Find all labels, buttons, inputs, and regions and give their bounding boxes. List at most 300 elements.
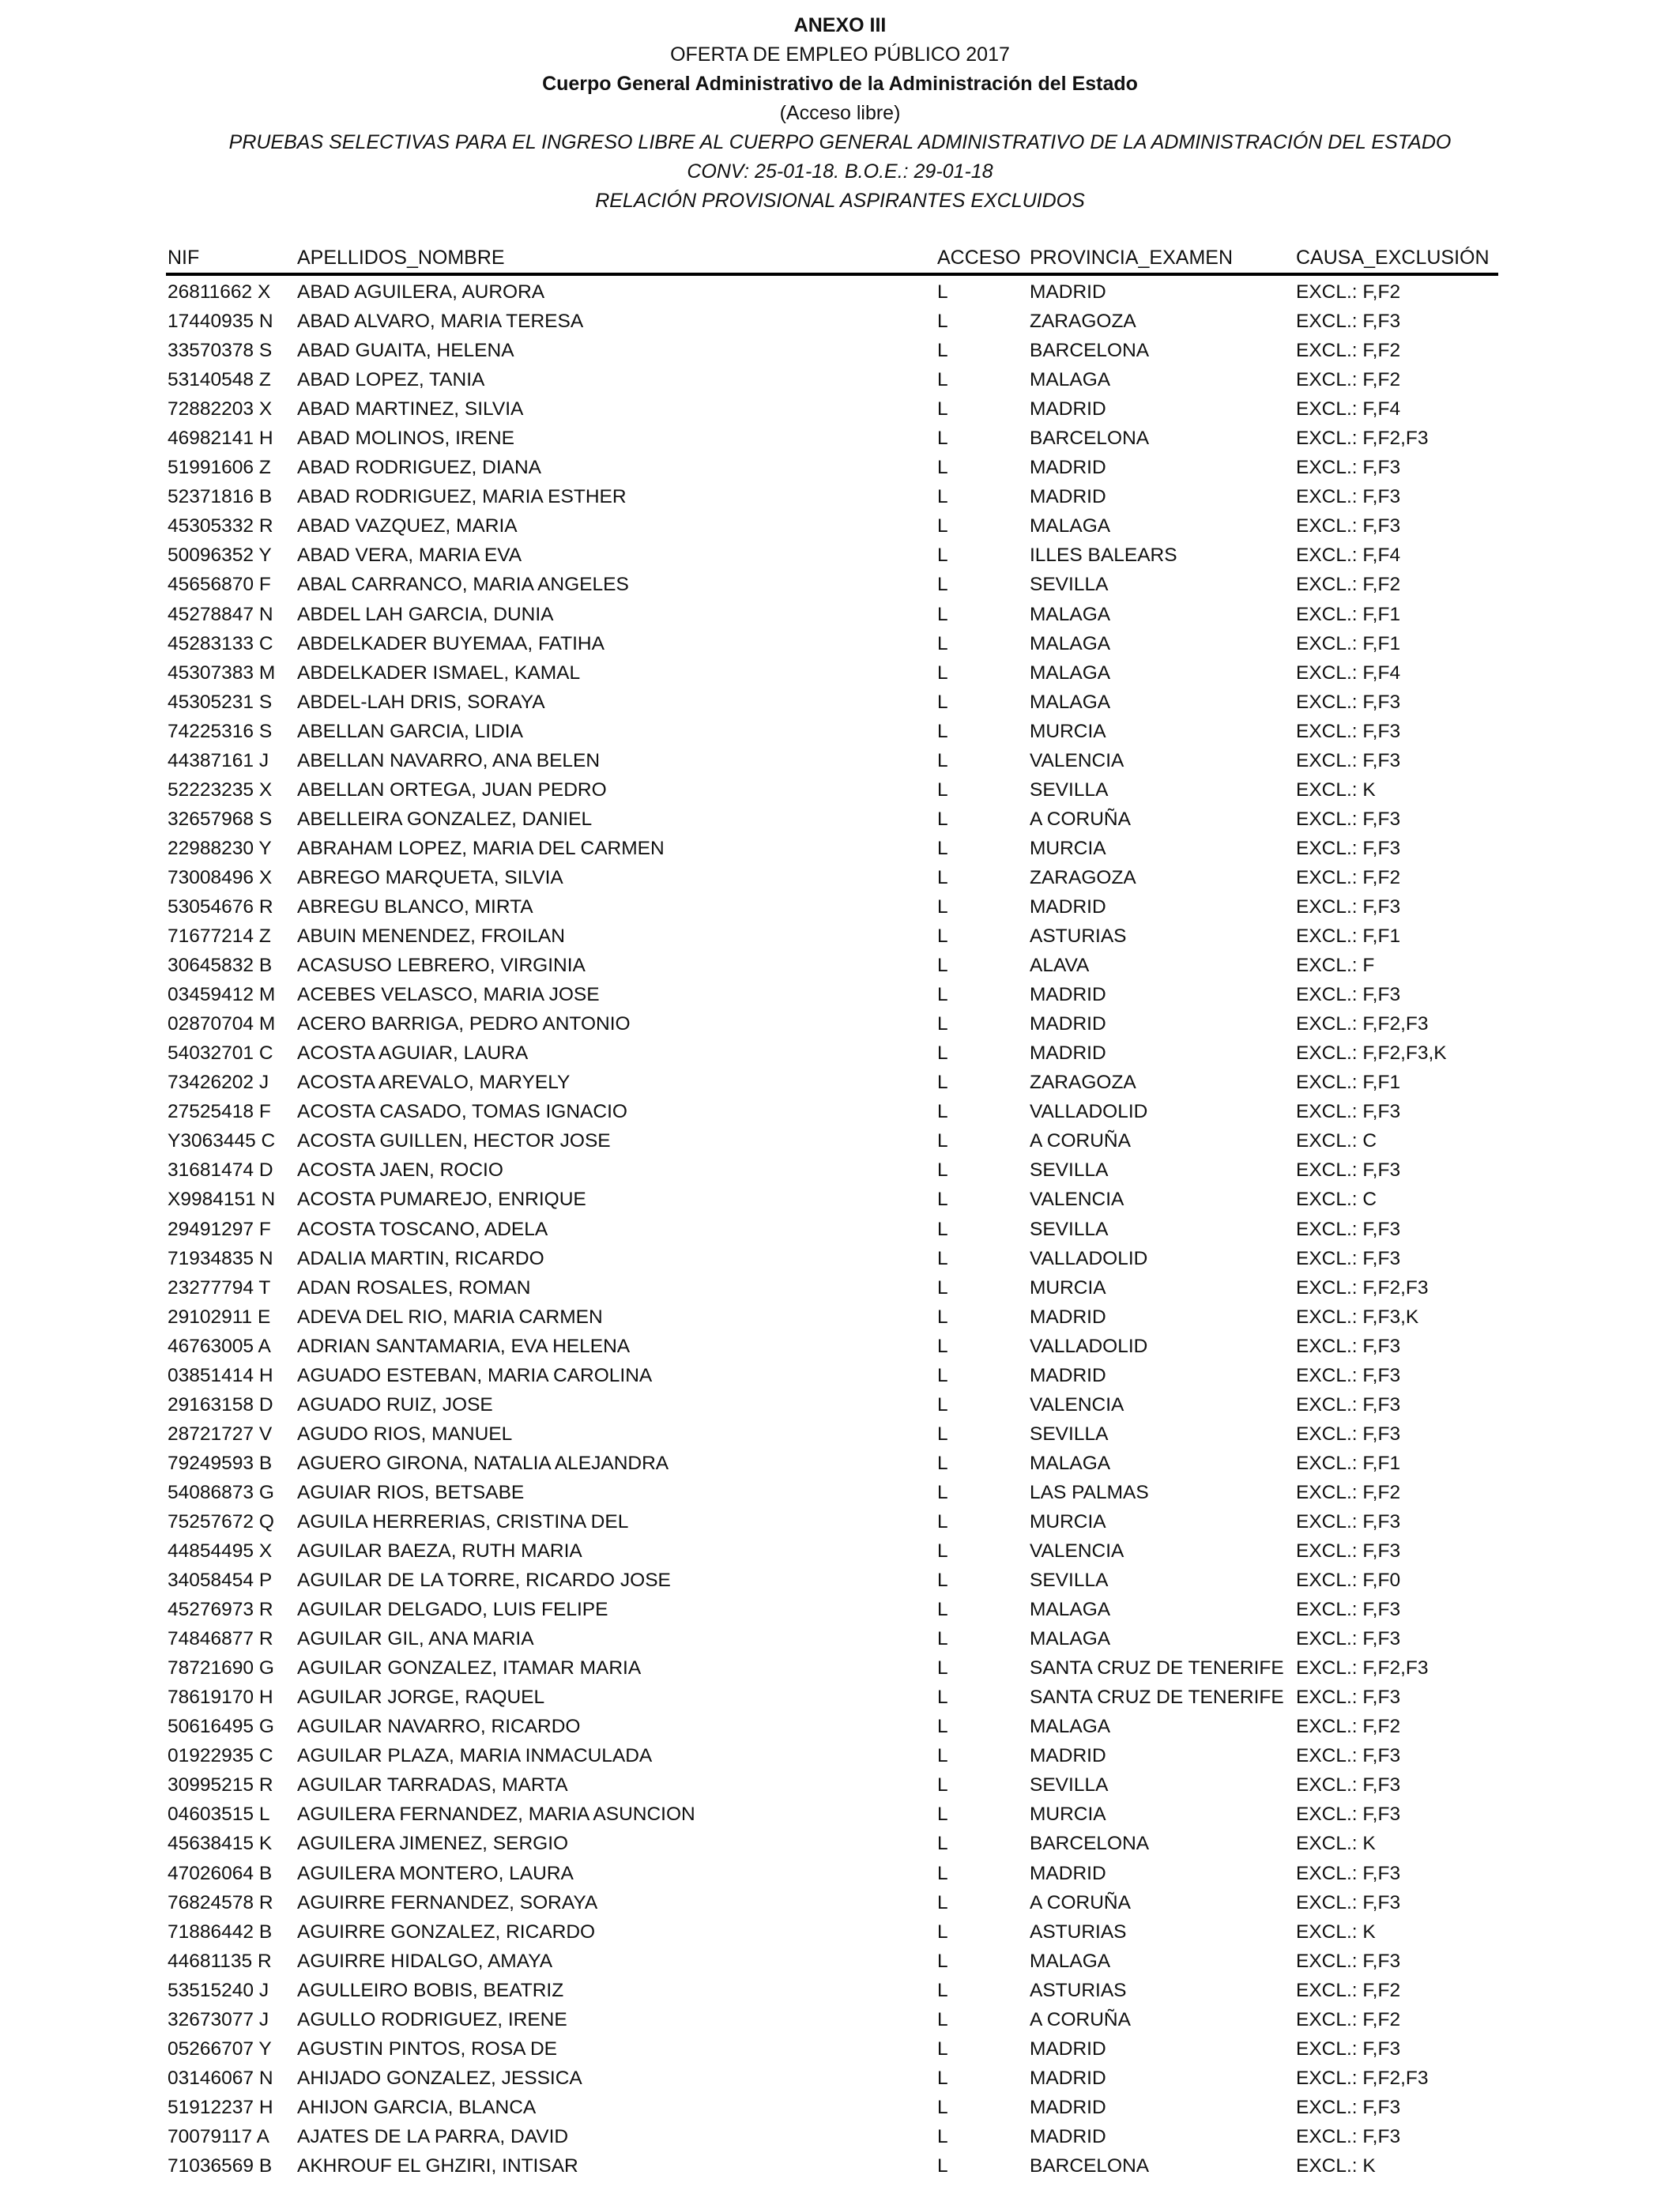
table-row <box>0 453 1680 482</box>
cell-province: MALAGA <box>1030 1599 1111 1621</box>
cell-province: SEVILLA <box>1030 1159 1109 1182</box>
cell-cause: EXCL.: F,F3 <box>1296 1423 1401 1445</box>
cell-nif: 74225316 S <box>168 720 273 742</box>
cell-nif: 54032701 C <box>168 1042 273 1065</box>
table-row <box>0 1770 1680 1800</box>
cell-cause: EXCL.: F,F2 <box>1296 866 1401 888</box>
offer-title: OFERTA DE EMPLEO PÚBLICO 2017 <box>670 43 1010 66</box>
table-row <box>0 1332 1680 1361</box>
cell-name: ACOSTA JAEN, ROCIO <box>297 1159 503 1182</box>
cell-province: MALAGA <box>1030 369 1111 391</box>
cell-name: AGUADO RUIZ, JOSE <box>297 1393 493 1416</box>
table-row <box>0 1800 1680 1829</box>
cell-access: L <box>937 749 948 771</box>
cell-nif: 28721727 V <box>168 1423 273 1445</box>
cell-name: ABELLAN ORTEGA, JUAN PEDRO <box>297 778 607 801</box>
cell-access: L <box>937 984 948 1006</box>
table-row <box>0 1624 1680 1653</box>
cell-province: MALAGA <box>1030 515 1111 537</box>
cell-name: AGUILAR BAEZA, RUTH MARIA <box>297 1540 582 1563</box>
cell-province: ASTURIAS <box>1030 1921 1127 1943</box>
corps-title: Cuerpo General Administrativo de la Administración del Estado <box>542 73 1138 95</box>
cell-name: AGUILERA MONTERO, LAURA <box>297 1862 574 1884</box>
cell-cause: EXCL.: F,F2 <box>1296 574 1401 596</box>
cell-province: MALAGA <box>1030 1716 1111 1738</box>
cell-access: L <box>937 778 948 801</box>
cell-nif: 51991606 Z <box>168 457 271 479</box>
cell-name: ADAN ROSALES, ROMAN <box>297 1276 531 1299</box>
table-row <box>0 980 1680 1009</box>
cell-cause: EXCL.: F,F3,K <box>1296 1306 1419 1328</box>
cell-nif: 45278847 N <box>168 603 273 625</box>
cell-access: L <box>937 1716 948 1738</box>
cell-access: L <box>937 1599 948 1621</box>
cell-province: MURCIA <box>1030 1510 1106 1532</box>
cell-province: MADRID <box>1030 457 1106 479</box>
cell-name: AGULLEIRO BOBIS, BEATRIZ <box>297 1979 564 2001</box>
cell-access: L <box>937 1540 948 1563</box>
header-rule <box>166 273 1498 276</box>
cell-province: SANTA CRUZ DE TENERIFE <box>1030 1657 1284 1679</box>
table-row <box>0 2034 1680 2064</box>
table-row <box>0 717 1680 746</box>
table-row <box>0 2064 1680 2093</box>
table-row <box>0 600 1680 629</box>
cell-cause: EXCL.: F,F2,F3,K <box>1296 1042 1447 1065</box>
table-row <box>0 863 1680 892</box>
cell-nif: 46982141 H <box>168 428 273 450</box>
table-row <box>0 1068 1680 1097</box>
cell-cause: EXCL.: F,F3 <box>1296 749 1401 771</box>
cell-name: AGUILERA FERNANDEZ, MARIA ASUNCION <box>297 1804 695 1826</box>
cell-access: L <box>937 486 948 508</box>
cell-access: L <box>937 1833 948 1855</box>
cell-access: L <box>937 340 948 362</box>
cell-nif: Y3063445 C <box>168 1130 276 1152</box>
cell-name: AGUIRRE FERNANDEZ, SORAYA <box>297 1891 598 1913</box>
table-row <box>0 336 1680 365</box>
table-body <box>0 277 1680 2181</box>
cell-access: L <box>937 1628 948 1650</box>
cell-name: AGUIRRE GONZALEZ, RICARDO <box>297 1921 596 1943</box>
cell-access: L <box>937 1101 948 1123</box>
cell-nif: 01922935 C <box>168 1745 273 1767</box>
cell-name: ABDELKADER BUYEMAA, FATIHA <box>297 632 605 654</box>
cell-province: ALAVA <box>1030 955 1090 977</box>
cell-cause: EXCL.: F,F2,F3 <box>1296 1276 1429 1299</box>
cell-cause: EXCL.: F,F2 <box>1296 369 1401 391</box>
cell-name: ABREGO MARQUETA, SILVIA <box>297 866 563 888</box>
cell-nif: 50096352 Y <box>168 545 272 567</box>
cell-nif: 53515240 J <box>168 1979 269 2001</box>
cell-cause: EXCL.: F,F3 <box>1296 515 1401 537</box>
cell-nif: 74846877 R <box>168 1628 273 1650</box>
cell-province: VALENCIA <box>1030 1189 1124 1211</box>
cell-name: ABAD MOLINOS, IRENE <box>297 428 515 450</box>
access-type: (Acceso libre) <box>779 102 901 124</box>
column-header-access: ACCESO <box>937 247 1021 269</box>
cell-nif: 52223235 X <box>168 778 273 801</box>
cell-cause: EXCL.: F,F3 <box>1296 1510 1401 1532</box>
cell-province: SANTA CRUZ DE TENERIFE <box>1030 1687 1284 1709</box>
cell-cause: EXCL.: F,F2,F3 <box>1296 428 1429 450</box>
cell-cause: EXCL.: F,F1 <box>1296 603 1401 625</box>
cell-province: MALAGA <box>1030 1628 1111 1650</box>
cell-name: ABAD RODRIGUEZ, MARIA ESTHER <box>297 486 627 508</box>
cell-cause: EXCL.: F,F3 <box>1296 1687 1401 1709</box>
table-row <box>0 2122 1680 2151</box>
cell-cause: EXCL.: F,F3 <box>1296 1950 1401 1972</box>
table-row <box>0 922 1680 951</box>
cell-access: L <box>937 1276 948 1299</box>
cell-province: BARCELONA <box>1030 2155 1150 2177</box>
cell-name: ABRAHAM LOPEZ, MARIA DEL CARMEN <box>297 837 665 859</box>
cell-cause: EXCL.: F,F3 <box>1296 808 1401 830</box>
convocation-line: CONV: 25-01-18. B.O.E.: 29-01-18 <box>687 160 993 183</box>
cell-access: L <box>937 1774 948 1796</box>
cell-cause: EXCL.: F,F3 <box>1296 1218 1401 1240</box>
cell-cause: EXCL.: F <box>1296 955 1375 977</box>
cell-nif: 79249593 B <box>168 1452 273 1474</box>
table-row <box>0 1947 1680 1976</box>
cell-access: L <box>937 1510 948 1532</box>
cell-nif: 78619170 H <box>168 1687 273 1709</box>
table-row <box>0 2093 1680 2122</box>
cell-cause: EXCL.: F,F3 <box>1296 984 1401 1006</box>
cell-name: ABAD AGUILERA, AURORA <box>297 281 545 303</box>
table-row <box>0 1155 1680 1185</box>
cell-cause: EXCL.: F,F2,F3 <box>1296 1657 1429 1679</box>
cell-cause: EXCL.: F,F2,F3 <box>1296 2067 1429 2089</box>
table-row <box>0 834 1680 863</box>
cell-province: A CORUÑA <box>1030 808 1131 830</box>
cell-access: L <box>937 1013 948 1035</box>
cell-name: AGUILERA JIMENEZ, SERGIO <box>297 1833 569 1855</box>
table-row <box>0 1917 1680 1947</box>
cell-cause: EXCL.: F,F1 <box>1296 1452 1401 1474</box>
cell-province: SEVILLA <box>1030 1423 1109 1445</box>
cell-name: ABAD VAZQUEZ, MARIA <box>297 515 518 537</box>
cell-name: ABELLAN GARCIA, LIDIA <box>297 720 523 742</box>
cell-access: L <box>937 925 948 948</box>
cell-nif: 23277794 T <box>168 1276 271 1299</box>
cell-province: BARCELONA <box>1030 340 1150 362</box>
cell-nif: 33570378 S <box>168 340 273 362</box>
table-row <box>0 1859 1680 1888</box>
cell-name: ABAD VERA, MARIA EVA <box>297 545 522 567</box>
cell-nif: 76824578 R <box>168 1891 273 1913</box>
cell-cause: EXCL.: F,F3 <box>1296 486 1401 508</box>
cell-cause: EXCL.: F,F3 <box>1296 2096 1401 2118</box>
cell-cause: EXCL.: F,F2 <box>1296 340 1401 362</box>
cell-nif: 03459412 M <box>168 984 276 1006</box>
cell-name: ABDEL LAH GARCIA, DUNIA <box>297 603 554 625</box>
cell-access: L <box>937 398 948 420</box>
cell-province: MADRID <box>1030 281 1106 303</box>
cell-province: BARCELONA <box>1030 1833 1150 1855</box>
table-row <box>0 1244 1680 1273</box>
cell-province: ZARAGOZA <box>1030 311 1136 333</box>
cell-access: L <box>937 2155 948 2177</box>
cell-name: AGUILAR PLAZA, MARIA INMACULADA <box>297 1745 653 1767</box>
cell-cause: EXCL.: F,F3 <box>1296 1247 1401 1269</box>
cell-name: ABAD RODRIGUEZ, DIANA <box>297 457 542 479</box>
table-row <box>0 1126 1680 1155</box>
cell-cause: EXCL.: F,F3 <box>1296 1540 1401 1563</box>
cell-name: ABAD GUAITA, HELENA <box>297 340 514 362</box>
cell-cause: EXCL.: F,F3 <box>1296 457 1401 479</box>
cell-cause: EXCL.: F,F3 <box>1296 691 1401 713</box>
cell-cause: EXCL.: K <box>1296 2155 1376 2177</box>
cell-cause: EXCL.: F,F3 <box>1296 1364 1401 1386</box>
cell-nif: 71677214 Z <box>168 925 271 948</box>
cell-access: L <box>937 2038 948 2060</box>
cell-nif: 45305332 R <box>168 515 273 537</box>
cell-name: AGUILAR GIL, ANA MARIA <box>297 1628 534 1650</box>
cell-province: MADRID <box>1030 1306 1106 1328</box>
cell-name: ACOSTA TOSCANO, ADELA <box>297 1218 548 1240</box>
cell-province: MADRID <box>1030 2125 1106 2147</box>
cell-access: L <box>937 1921 948 1943</box>
cell-access: L <box>937 1042 948 1065</box>
table-row <box>0 1507 1680 1536</box>
cell-access: L <box>937 1306 948 1328</box>
cell-cause: EXCL.: C <box>1296 1189 1377 1211</box>
table-row <box>0 1009 1680 1039</box>
document-header <box>0 11 1680 216</box>
cell-access: L <box>937 808 948 830</box>
cell-province: VALENCIA <box>1030 749 1124 771</box>
cell-cause: EXCL.: K <box>1296 1833 1376 1855</box>
table-row <box>0 775 1680 805</box>
cell-access: L <box>937 837 948 859</box>
cell-province: SEVILLA <box>1030 1774 1109 1796</box>
cell-nif: 05266707 Y <box>168 2038 272 2060</box>
cell-province: MURCIA <box>1030 837 1106 859</box>
cell-province: MADRID <box>1030 1042 1106 1065</box>
table-row <box>0 1185 1680 1214</box>
cell-name: AGUILAR TARRADAS, MARTA <box>297 1774 568 1796</box>
table-row <box>0 307 1680 336</box>
cell-access: L <box>937 1423 948 1445</box>
cell-access: L <box>937 1393 948 1416</box>
cell-nif: 29491297 F <box>168 1218 271 1240</box>
cell-access: L <box>937 866 948 888</box>
cell-province: A CORUÑA <box>1030 2008 1131 2030</box>
cell-nif: 53054676 R <box>168 895 273 918</box>
cell-name: AGUILAR GONZALEZ, ITAMAR MARIA <box>297 1657 642 1679</box>
cell-name: AGUILAR NAVARRO, RICARDO <box>297 1716 581 1738</box>
cell-name: AGUILA HERRERIAS, CRISTINA DEL <box>297 1510 629 1532</box>
cell-name: ABELLAN NAVARRO, ANA BELEN <box>297 749 601 771</box>
cell-province: MALAGA <box>1030 632 1111 654</box>
table-row <box>0 365 1680 394</box>
cell-province: SEVILLA <box>1030 778 1109 801</box>
cell-name: AGUADO ESTEBAN, MARIA CAROLINA <box>297 1364 653 1386</box>
cell-access: L <box>937 2096 948 2118</box>
cell-nif: X9984151 N <box>168 1189 276 1211</box>
cell-cause: EXCL.: F,F4 <box>1296 398 1401 420</box>
cell-province: MALAGA <box>1030 1950 1111 1972</box>
table-row <box>0 1039 1680 1068</box>
cell-province: VALLADOLID <box>1030 1335 1148 1357</box>
cell-cause: EXCL.: F,F2,F3 <box>1296 1013 1429 1035</box>
cell-cause: EXCL.: F,F1 <box>1296 1072 1401 1094</box>
cell-name: ABDEL-LAH DRIS, SORAYA <box>297 691 545 713</box>
cell-access: L <box>937 1804 948 1826</box>
table-row <box>0 1449 1680 1478</box>
table-row <box>0 482 1680 511</box>
cell-name: AGUILAR DE LA TORRE, RICARDO JOSE <box>297 1570 671 1592</box>
cell-cause: EXCL.: F,F2 <box>1296 1716 1401 1738</box>
cell-cause: EXCL.: F,F1 <box>1296 925 1401 948</box>
cell-province: ASTURIAS <box>1030 1979 1127 2001</box>
cell-province: MALAGA <box>1030 691 1111 713</box>
cell-cause: EXCL.: F,F3 <box>1296 1628 1401 1650</box>
cell-access: L <box>937 720 948 742</box>
cell-name: ACERO BARRIGA, PEDRO ANTONIO <box>297 1013 631 1035</box>
cell-nif: 45656870 F <box>168 574 271 596</box>
cell-province: VALLADOLID <box>1030 1247 1148 1269</box>
cell-name: ACASUSO LEBRERO, VIRGINIA <box>297 955 586 977</box>
cell-province: MADRID <box>1030 895 1106 918</box>
cell-province: A CORUÑA <box>1030 1891 1131 1913</box>
table-row <box>0 951 1680 980</box>
table-header <box>0 242 1680 273</box>
cell-cause: EXCL.: K <box>1296 1921 1376 1943</box>
cell-name: AGUILAR JORGE, RAQUEL <box>297 1687 545 1709</box>
cell-access: L <box>937 369 948 391</box>
table-row <box>0 1595 1680 1624</box>
cell-name: AGUDO RIOS, MANUEL <box>297 1423 513 1445</box>
column-header-nif: NIF <box>168 247 200 269</box>
cell-cause: EXCL.: F,F2 <box>1296 1481 1401 1503</box>
cell-cause: EXCL.: F,F3 <box>1296 1101 1401 1123</box>
cell-cause: EXCL.: F,F3 <box>1296 895 1401 918</box>
cell-nif: 45638415 K <box>168 1833 273 1855</box>
table-row <box>0 2005 1680 2034</box>
table-row <box>0 394 1680 424</box>
cell-access: L <box>937 662 948 684</box>
table-row <box>0 1419 1680 1449</box>
table-row <box>0 1536 1680 1566</box>
table-row <box>0 688 1680 717</box>
cell-province: SEVILLA <box>1030 1570 1109 1592</box>
cell-cause: EXCL.: F,F2 <box>1296 281 1401 303</box>
cell-cause: EXCL.: F,F3 <box>1296 1891 1401 1913</box>
cell-access: L <box>937 1891 948 1913</box>
cell-access: L <box>937 1247 948 1269</box>
table-row <box>0 2151 1680 2181</box>
cell-cause: EXCL.: C <box>1296 1130 1377 1152</box>
cell-cause: EXCL.: F,F3 <box>1296 1159 1401 1182</box>
cell-name: ABAD ALVARO, MARIA TERESA <box>297 311 584 333</box>
table-row <box>0 541 1680 570</box>
cell-cause: EXCL.: F,F3 <box>1296 1862 1401 1884</box>
cell-access: L <box>937 1072 948 1094</box>
table-row <box>0 1390 1680 1419</box>
table-row <box>0 424 1680 453</box>
table-row <box>0 1566 1680 1595</box>
cell-name: ABAD LOPEZ, TANIA <box>297 369 485 391</box>
cell-access: L <box>937 1218 948 1240</box>
cell-cause: EXCL.: F,F3 <box>1296 837 1401 859</box>
column-header-name: APELLIDOS_NOMBRE <box>297 247 505 269</box>
cell-access: L <box>937 1335 948 1357</box>
cell-name: AHIJADO GONZALEZ, JESSICA <box>297 2067 582 2089</box>
cell-cause: EXCL.: F,F2 <box>1296 1979 1401 2001</box>
cell-nif: 44681135 R <box>168 1950 272 1972</box>
cell-province: VALENCIA <box>1030 1393 1124 1416</box>
column-header-province: PROVINCIA_EXAMEN <box>1030 247 1234 269</box>
table-row <box>0 1653 1680 1683</box>
cell-name: ABAL CARRANCO, MARIA ANGELES <box>297 574 629 596</box>
cell-access: L <box>937 1130 948 1152</box>
cell-name: AGUIRRE HIDALGO, AMAYA <box>297 1950 553 1972</box>
cell-access: L <box>937 1159 948 1182</box>
annex-title: ANEXO III <box>793 14 887 36</box>
cell-nif: 29102911 E <box>168 1306 271 1328</box>
cell-province: LAS PALMAS <box>1030 1481 1149 1503</box>
cell-name: ADALIA MARTIN, RICARDO <box>297 1247 544 1269</box>
cell-name: ACOSTA AREVALO, MARYELY <box>297 1072 571 1094</box>
cell-access: L <box>937 1979 948 2001</box>
cell-access: L <box>937 1687 948 1709</box>
cell-nif: 75257672 Q <box>168 1510 274 1532</box>
table-row <box>0 1712 1680 1741</box>
cell-nif: 31681474 D <box>168 1159 273 1182</box>
cell-name: ABELLEIRA GONZALEZ, DANIEL <box>297 808 593 830</box>
cell-nif: 47026064 B <box>168 1862 273 1884</box>
table-row <box>0 1361 1680 1390</box>
table-row <box>0 805 1680 834</box>
cell-nif: 71934835 N <box>168 1247 273 1269</box>
cell-name: AHIJON GARCIA, BLANCA <box>297 2096 537 2118</box>
table-row <box>0 1097 1680 1126</box>
cell-cause: EXCL.: F,F3 <box>1296 1393 1401 1416</box>
table-row <box>0 277 1680 307</box>
cell-province: MADRID <box>1030 1364 1106 1386</box>
cell-access: L <box>937 2125 948 2147</box>
table-row <box>0 570 1680 599</box>
cell-access: L <box>937 955 948 977</box>
cell-nif: 78721690 G <box>168 1657 274 1679</box>
cell-cause: EXCL.: F,F3 <box>1296 1804 1401 1826</box>
relation-title: RELACIÓN PROVISIONAL ASPIRANTES EXCLUIDOS <box>595 190 1085 212</box>
cell-name: AGUERO GIRONA, NATALIA ALEJANDRA <box>297 1452 669 1474</box>
cell-access: L <box>937 1657 948 1679</box>
cell-name: ABAD MARTINEZ, SILVIA <box>297 398 524 420</box>
cell-nif: 72882203 X <box>168 398 273 420</box>
cell-access: L <box>937 1950 948 1972</box>
cell-cause: EXCL.: F,F1 <box>1296 632 1401 654</box>
cell-cause: EXCL.: F,F4 <box>1296 545 1401 567</box>
cell-name: ACOSTA GUILLEN, HECTOR JOSE <box>297 1130 611 1152</box>
cell-nif: 52371816 B <box>168 486 273 508</box>
cell-province: MADRID <box>1030 984 1106 1006</box>
cell-nif: 27525418 F <box>168 1101 271 1123</box>
cell-province: MURCIA <box>1030 1804 1106 1826</box>
cell-nif: 44854495 X <box>168 1540 273 1563</box>
tests-title: PRUEBAS SELECTIVAS PARA EL INGRESO LIBRE AL CUERPO GENERAL ADMINISTRATIVO DE LA ADMINISTRACIÓN DEL ESTADO <box>228 131 1452 153</box>
cell-province: A CORUÑA <box>1030 1130 1131 1152</box>
cell-cause: EXCL.: K <box>1296 778 1376 801</box>
cell-nif: 30645832 B <box>168 955 273 977</box>
cell-name: ADEVA DEL RIO, MARIA CARMEN <box>297 1306 603 1328</box>
cell-cause: EXCL.: F,F2 <box>1296 2008 1401 2030</box>
cell-nif: 03851414 H <box>168 1364 273 1386</box>
cell-province: ZARAGOZA <box>1030 866 1136 888</box>
